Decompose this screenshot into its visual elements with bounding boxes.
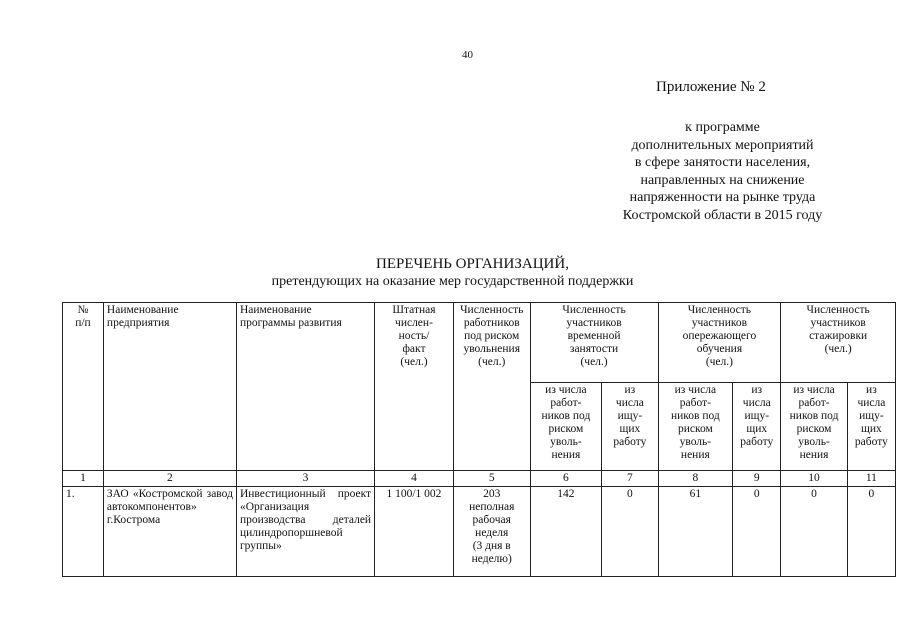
header-internship: Численность участников стажировки (чел.) bbox=[781, 303, 896, 383]
header-num: № п/п bbox=[63, 303, 104, 471]
subheader-at-risk: из числа работ- ников под риском уволь- нения bbox=[658, 383, 733, 471]
row-program: Инвестиционный проект «Организация производства деталей цилиндропоршневой группы» bbox=[236, 487, 374, 577]
subtitle-line: в сфере занятости населения, bbox=[634, 155, 811, 170]
row-training-seekers: 0 bbox=[733, 487, 781, 577]
column-number: 5 bbox=[453, 471, 530, 487]
row-training-at-risk: 61 bbox=[658, 487, 733, 577]
row-enterprise: ЗАО «Костромской завод автокомпонентов» г.Кострома bbox=[103, 487, 236, 577]
column-number: 8 bbox=[658, 471, 733, 487]
column-number-row bbox=[63, 471, 896, 487]
subtitle-line: напряженности на рынке труда bbox=[629, 190, 816, 205]
header-temp-employment: Численность участников временной занятости (чел.) bbox=[530, 303, 658, 383]
row-num: 1. bbox=[63, 487, 104, 577]
document-title bbox=[0, 256, 905, 273]
column-number: 4 bbox=[375, 471, 454, 487]
appendix-label: Приложение № 2 bbox=[656, 79, 766, 95]
header-training: Численность участников опережающего обучения (чел.) bbox=[658, 303, 781, 383]
subtitle-line: Костромской области в 2015 году bbox=[622, 207, 823, 223]
column-number: 6 bbox=[530, 471, 602, 487]
row-temp-at-risk: 142 bbox=[530, 487, 602, 577]
row-at-risk: 203 неполная рабочая неделя (3 дня в неделю) bbox=[453, 487, 530, 577]
row-intern-at-risk: 0 bbox=[781, 487, 848, 577]
header-program: Наименование программы развития bbox=[236, 303, 374, 471]
document-subtitle: претендующих на оказание мер государственной поддержки bbox=[271, 274, 634, 289]
column-number: 7 bbox=[602, 471, 658, 487]
subtitle-line: дополнительных мероприятий bbox=[631, 137, 814, 153]
subheader-seekers: из числа ищу- щих работу bbox=[602, 383, 658, 471]
row-staff: 1 100/1 002 bbox=[375, 487, 454, 577]
column-number: 2 bbox=[103, 471, 236, 487]
subtitle-line: к программе bbox=[685, 120, 760, 135]
table-row bbox=[63, 487, 896, 577]
title-text: ПЕРЕЧЕНЬ ОРГАНИЗАЦИЙ, bbox=[376, 256, 569, 272]
page-number: 40 bbox=[462, 49, 473, 61]
subheader-seekers: из числа ищу- щих работу bbox=[847, 383, 895, 471]
header-enterprise: Наименование предприятия bbox=[103, 303, 236, 471]
subheader-at-risk: из числа работ- ников под риском уволь- нения bbox=[781, 383, 848, 471]
header-row bbox=[63, 303, 896, 383]
row-temp-seekers: 0 bbox=[602, 487, 658, 577]
column-number: 10 bbox=[781, 471, 848, 487]
column-number: 11 bbox=[847, 471, 895, 487]
column-number: 3 bbox=[236, 471, 374, 487]
column-number: 9 bbox=[733, 471, 781, 487]
header-staff: Штатная числен- ность/ факт (чел.) bbox=[375, 303, 454, 471]
header-at-risk: Численность работников под риском увольнения (чел.) bbox=[453, 303, 530, 471]
organizations-table bbox=[62, 302, 896, 577]
subheader-seekers: из числа ищу- щих работу bbox=[733, 383, 781, 471]
appendix-subtitle bbox=[590, 119, 855, 224]
subtitle-line: направленных на снижение bbox=[640, 172, 805, 188]
row-intern-seekers: 0 bbox=[847, 487, 895, 577]
subheader-at-risk: из числа работ- ников под риском уволь- нения bbox=[530, 383, 602, 471]
column-number: 1 bbox=[63, 471, 104, 487]
